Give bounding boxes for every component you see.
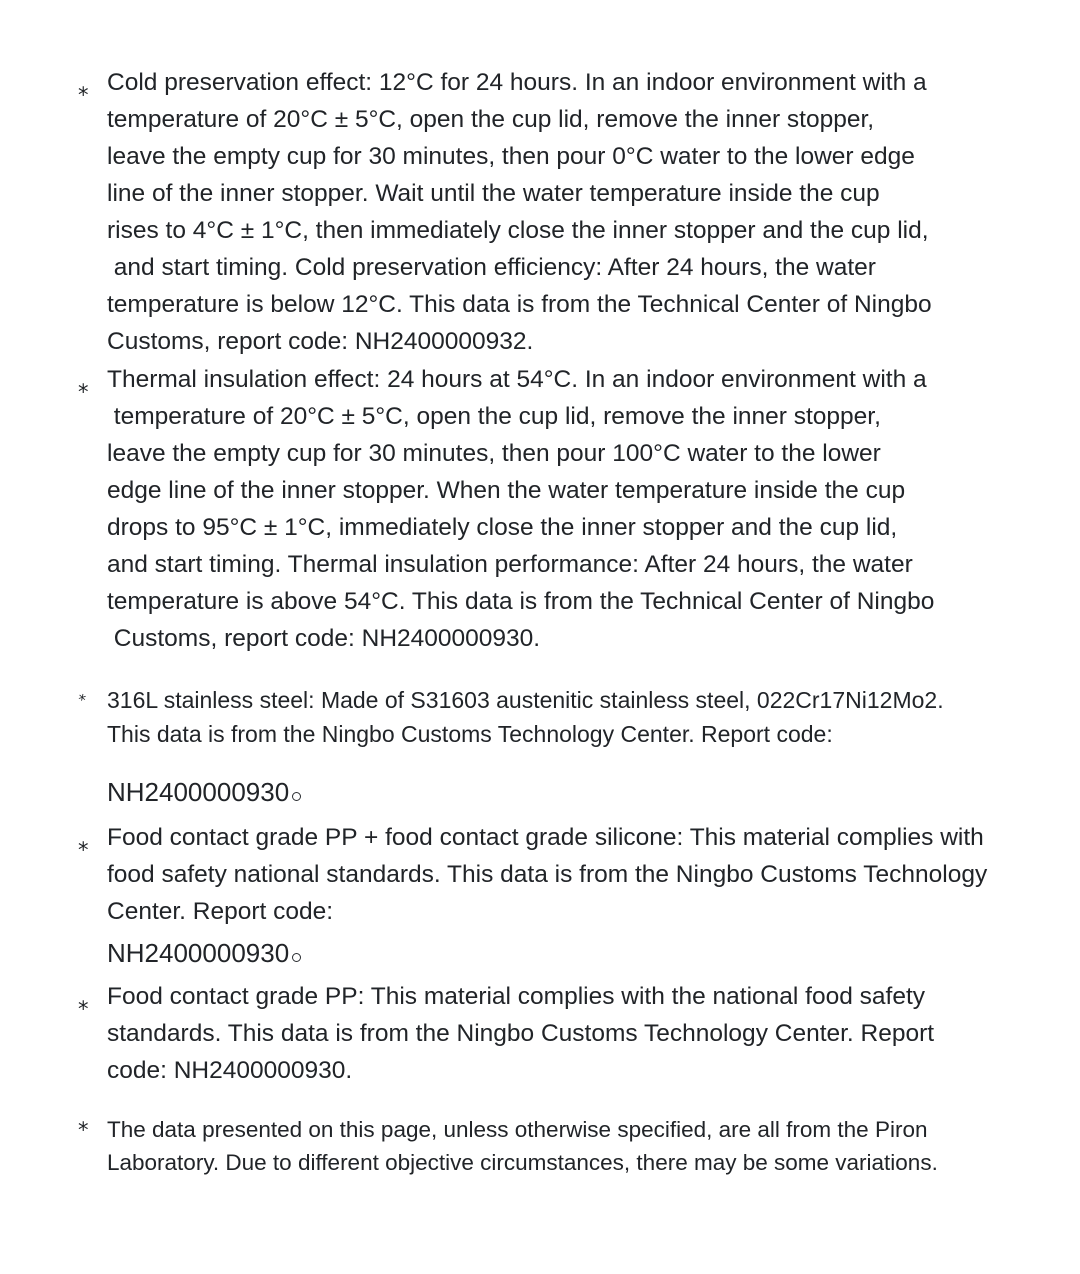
text-line: 316L stainless steel: Made of S31603 austenitic stainless steel, 022Cr17Ni12Mo2. <box>107 687 944 713</box>
text-line: rises to 4°C ± 1°C, then immediately close the inner stopper and the cup lid, <box>107 217 929 244</box>
text-line: and start timing. Thermal insulation performance: After 24 hours, the water <box>107 551 913 578</box>
text-line: Food contact grade PP + food contact grade silicone: This material complies with <box>107 824 984 851</box>
report-code-text: NH2400000930 <box>107 777 290 807</box>
footnote-list <box>76 64 1050 1179</box>
footnote-paragraph <box>78 361 1050 657</box>
text-line: temperature of 20°C ± 5°C, open the cup lid, remove the inner stopper, <box>107 106 875 133</box>
text-line: This data is from the Ningbo Customs Technology Center. Report code: <box>107 721 833 747</box>
asterisk-marker-icon: * <box>76 690 88 710</box>
text-line: code: NH2400000930. <box>107 1057 353 1084</box>
text-line: drops to 95°C ± 1°C, immediately close the inner stopper and the cup lid, <box>107 514 898 541</box>
footnote-paragraph <box>76 683 1050 809</box>
text-line: leave the empty cup for 30 minutes, then pour 100°C water to the lower <box>107 440 881 467</box>
asterisk-marker-icon: * <box>78 997 89 1021</box>
text-line: The data presented on this page, unless otherwise specified, are all from the Piron <box>107 1117 928 1142</box>
text-line: Food contact grade PP: This material complies with the national food safety <box>107 983 926 1010</box>
text-line: line of the inner stopper. Wait until the water temperature inside the cup <box>107 180 880 207</box>
text-line: Thermal insulation effect: 24 hours at 54°C. In an indoor environment with a <box>107 366 927 393</box>
asterisk-marker-icon: * <box>78 838 89 862</box>
ideographic-period-icon <box>292 792 301 801</box>
footnote-paragraph <box>78 819 1050 970</box>
text-line: Customs, report code: NH2400000930. <box>107 625 541 652</box>
text-line: temperature is below 12°C. This data is from the Technical Center of Ningbo <box>107 291 932 318</box>
report-code-text: NH2400000930 <box>107 938 290 968</box>
text-line: leave the empty cup for 30 minutes, then pour 0°C water to the lower edge <box>107 143 915 170</box>
ideographic-period-icon <box>292 953 301 962</box>
text-line: food safety national standards. This data is from the Ningbo Customs Technology <box>107 861 988 888</box>
text-line: and start timing. Cold preservation efficiency: After 24 hours, the water <box>107 254 876 281</box>
text-line: temperature is above 54°C. This data is from the Technical Center of Ningbo <box>107 588 935 615</box>
text-line: standards. This data is from the Ningbo Customs Technology Center. Report <box>107 1020 935 1047</box>
text-line: Center. Report code: <box>107 898 334 925</box>
text-line: Customs, report code: NH2400000932. <box>107 328 534 355</box>
asterisk-marker-icon: * <box>78 380 89 404</box>
asterisk-marker-icon: * <box>78 1118 89 1142</box>
report-code-line <box>107 775 1050 809</box>
footnote-paragraph <box>78 64 1050 360</box>
footnote-paragraph <box>78 1113 1050 1179</box>
asterisk-marker-icon: * <box>78 83 89 107</box>
text-line: Cold preservation effect: 12°C for 24 hours. In an indoor environment with a <box>107 69 927 96</box>
text-line: temperature of 20°C ± 5°C, open the cup lid, remove the inner stopper, <box>107 403 881 430</box>
text-line: edge line of the inner stopper. When the water temperature inside the cup <box>107 477 906 504</box>
text-line: Laboratory. Due to different objective circumstances, there may be some variations. <box>107 1150 938 1175</box>
report-code-line <box>107 936 1050 970</box>
footnote-paragraph <box>78 978 1050 1089</box>
